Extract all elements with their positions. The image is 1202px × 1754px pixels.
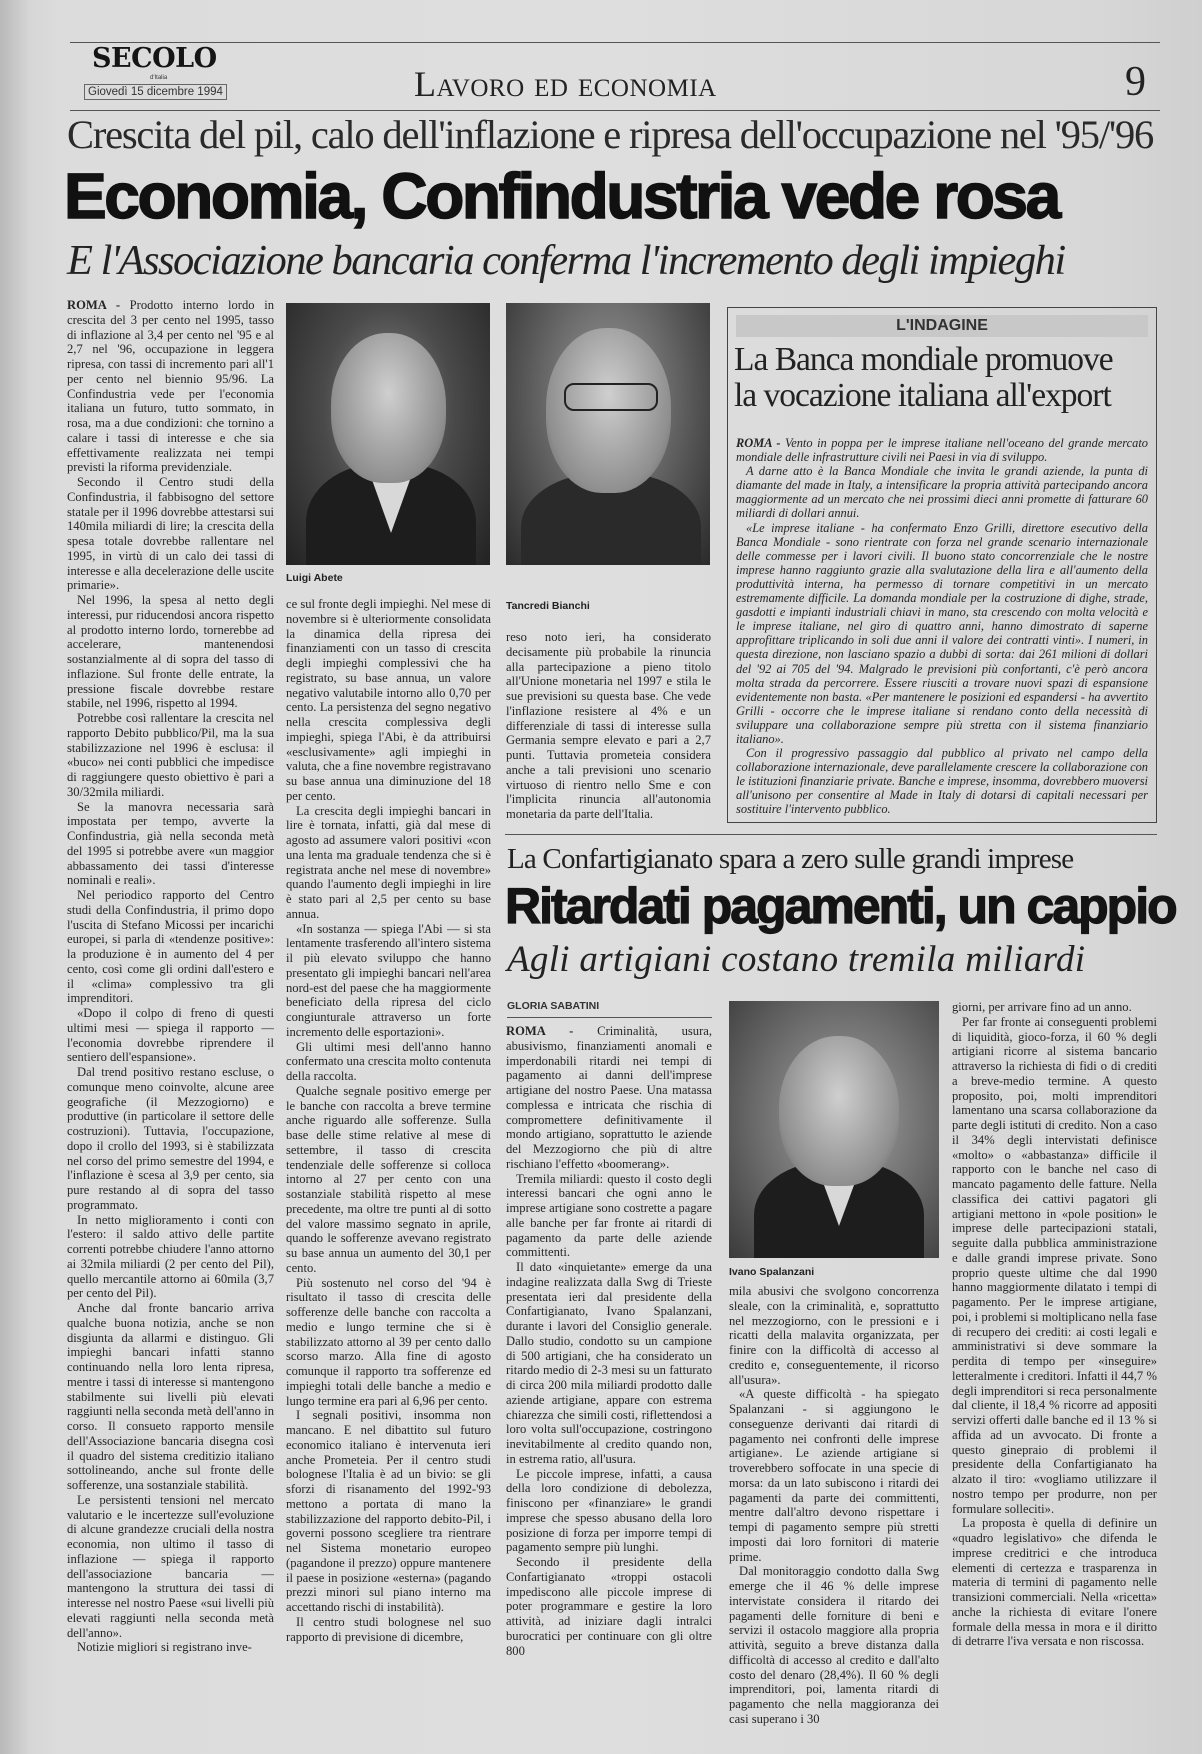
paragraph-text: mila abusivi che svolgono concorrenza sleale, con la criminalità, e, soprattutto nel mezzogiorno, con le pressioni e i ricatti della malavita organizzata, per finire con la difficoltà di accesso al credito e, conseguentemente, il ricorso all'usura». [729,1284,939,1387]
dateline: ROMA - [506,1024,598,1038]
photo-tancredi-bianchi [506,303,710,565]
photo-luigi-abete [286,303,490,565]
main-article-column-3 [506,630,711,820]
second-kicker: La Confartigianato spara a zero sulle grandi imprese [507,843,1074,875]
paragraph-text: Qualche segnale positivo emerge per le banche con raccolta a breve termine anche riguardo alle sofferenze. Sulla base delle stime relative al mese di settembre, il tasso di crescita tendenziale delle sofferenze si colloca intorno al 27 per cento con una sostanziale stabilità rispetto al mese precedente, ma oltre tre punti al di sotto del valore massimo segnato in aprile, quando le sofferenze avevano registrato su base annua un aumento del 30,1 per cento. [286,1083,491,1275]
article-paragraph [67,593,274,711]
article-paragraph [506,630,711,820]
sidebar-title [734,342,1152,414]
paragraph-text: giorni, per arrivare fino ad un anno. [952,1000,1132,1014]
article-paragraph [67,800,274,889]
paragraph-text: Il dato «inquietante» emerge da una indagine realizzata dalla Swg di Trieste presentata ieri dal presidente della Confartigianato, Ivano Spalanzani, durante i lavori del Consiglio generale. Dallo studio, condotto su un campione di 500 artigiani, che ha considerato un ritardo medio di 2-3 mesi su un fatturato di circa 200 mila miliardi prodotto dalle aziende artigiane, appare con estrema chiarezza che simili costi, riflettendosi a loro volta sull'occupazione, costringono inevitabilmente al credito quando non, in estrema ratio, all'usura. [506,1260,712,1466]
article-paragraph [67,888,274,1006]
paragraph-text: Vento in poppa per le imprese italiane nell'oceano del grande mercato mondiale delle infrastrutture civili nei Paesi in via di sviluppo. [736,436,1148,465]
article-paragraph [67,298,274,475]
article-paragraph [736,521,1148,747]
second-headline: Ritardati pagamenti, un cappio [505,878,1176,934]
article-paragraph [506,1467,712,1556]
article-paragraph [286,1615,491,1645]
section-title: Lavoro ed economia [414,64,717,104]
article-paragraph [286,1408,491,1615]
sidebar-box-lindagine [727,307,1157,823]
page-number: 9 [1125,59,1146,105]
paragraph-text: Con il progressivo passaggio dal pubblico al privato nel campo della collaborazione internazionale, deve parallelamente crescere la collaborazione con le istituzioni finanziarie private. Banche e imprese, insomma, dovrebbero muoversi all'unisono per consentire al Made in Italy di dotarsi di capitali necessari per sostituire l'intervento pubblico. [736,746,1148,816]
article-paragraph [506,1555,712,1658]
article-paragraph [286,922,491,1040]
article-paragraph [736,464,1148,520]
newspaper-logo: SECOLO [92,43,217,74]
paragraph-text: A darne atto è la Banca Mondiale che invita le grandi aziende, la punta di diamante del made in Italy, a intensificare la propria attività partecipando ancora maggiormente ad un mercato che nei prossimi dieci anni promette di fatturare 60 miliardi di dollari annui. [736,464,1148,521]
paragraph-text: Le persistenti tensioni nel mercato valutario e le incertezze sull'evoluzione di alcune grandezze cruciali della nostra economia, non ultimo il tasso di inflazione — spiega il rapporto dell'associazione bancaria — mantengono la struttura dei tassi di interesse nel nostro Paese «sui livelli più elevati raggiunti nella seconda metà dell'anno». [67,1492,274,1640]
article-paragraph [67,1493,274,1641]
article-paragraph [729,1284,939,1387]
article-paragraph [67,1006,274,1065]
paragraph-text: «A queste difficoltà - ha spiegato Spalanzani - si aggiungono le conseguenze derivanti dai ritardi di pagamento nei confronti delle imprese artigiane». Le aziende artigiane si troverebbero soffocate in una specie di morsa: da un lato subiscono i ritardi dei pagamenti da parte dei committenti, mentre dall'altro devono rispettare i tempi di pagamento sempre più stretti imposti dai loro fornitori di materie prime. [729,1387,939,1564]
main-article-column-1 [67,298,274,1726]
photo-caption: Tancredi Bianchi [506,600,590,612]
article-paragraph [286,597,491,804]
article-paragraph [506,1172,712,1261]
paragraph-text: La crescita degli impieghi bancari in lire è tornata, infatti, già dal mese di agosto ad assumere valori positivi «con una lenta ma graduale tendenza che si è registrata anche nel mese di novembre» quando l'aumento degli impieghi in lire è stato pari al 2,5 per cento su base annua. [286,803,491,921]
second-article-column-1 [506,1024,712,1726]
top-rule [70,42,1160,43]
sidebar-tag: L'INDAGINE [736,315,1148,337]
masthead-rule [70,110,1160,111]
article-paragraph [729,1387,939,1564]
article-paragraph [67,711,274,800]
paragraph-text: «Dopo il colpo di freno di questi ultimi mesi — spiega il rapporto — l'economia dovrebbe riprendere il sentiero dell'espansione». [67,1006,274,1065]
article-paragraph [952,1000,1157,1015]
dateline: ROMA - [67,298,130,312]
main-headline: Economia, Confindustria vede rosa [64,160,1059,232]
paragraph-text: «Le imprese italiane - ha confermato Enzo Grilli, direttore esecutivo della Banca Mondiale - sono rientrate con forza nel grande scenario internazionale delle commesse per i lavori civili. Il buono stato concorrenziale che le nostre imprese hanno raggiunto grazie alla svalutazione della lira e all'aumento della produttività interna, ha permesso di tornare competitivi in un mercato estremamente difficile. La domanda mondiale per la costruzione di dighe, strade, gasdotti e impianti industriali chiavi in mano, sta crescendo con molta velocità e le imprese italiane, nel giro di quattro anni, hanno dimostrato di saperne approfittare triplicando in soli due anni il valore dei contratti vinti». I numeri, in questa direzione, non lasciano spazio a dubbi di sorta: dai 261 milioni di dollari del '92 ai 705 del '94. Malgrado le previsioni più confortanti, c'è però ancora molta strada da percorrere. Essere riusciti a trovare nuovi spazi di espansione evidentemente non basta. «Per mantenere le posizioni ed espandersi - ha avvertito Grilli - occorre che le imprese italiane si rendano conto della necessità di sviluppare una collaborazione sempre più stretta con il sistema finanziario italiano». [736,520,1148,746]
paragraph-text: ce sul fronte degli impieghi. Nel mese di novembre si è ulteriormente consolidata la dinamica della ripresa dei finanziamenti con un tasso di crescita degli impieghi complessivi che ha registrato, su base annua, un valore negativo valutabile intorno allo 0,70 per cento. La persistenza del segno negativo nella crescita complessiva degli impieghi, spiega l'Abi, è da attribuirsi «esclusivamente» agli impieghi in valuta, che a fine novembre registravano su base annua una diminuzione del 18 per cento. [286,597,491,803]
article-paragraph [952,1516,1157,1649]
photo-caption: Ivano Spalanzani [729,1266,815,1278]
article-paragraph [67,1301,274,1493]
issue-date: Giovedì 15 dicembre 1994 [84,84,227,100]
article-paragraph [506,1260,712,1467]
byline: GLORIA SABATINI [507,1000,712,1018]
paragraph-text: In netto miglioramento i conti con l'estero: il saldo attivo delle partite correnti potrebbe chiudere l'anno attorno ai 32mila miliardi (2 per cento del Pil), quello mercantile attorno ai 60mila (3,7 per cento del Pil). [67,1212,274,1301]
paragraph-text: Prodotto interno lordo in crescita del 3 per cento nel 1995, tasso di inflazione al 3,4 per cento nel '95 e al 2,7 nel '96, occupazione in leggera ripresa, con tassi di incremento pari all'1 per cento nel biennio 95/96. La Confindustria vede per l'economia italiana un futuro, tutto sommato, in rosa, ma a due condizioni: che tornino a calare i tassi di interesse e che sia effettivamente realizzata nei tempi previsti la riforma previdenziale. [67,298,274,475]
paragraph-text: Se la manovra necessaria sarà impostata per tempo, avverte la Confindustria, già nella seconda metà del 1995 si potrebbe avere «un maggior abbassamento dei tassi d'interesse nominali e reali». [67,799,274,888]
paragraph-text: Dal trend positivo restano escluse, o comunque meno coinvolte, alcune aree geografiche (il Mezzogiorno) e produttive (in particolare il settore delle costruzioni). Tuttavia, l'occupazione, dopo il crollo del 1993, si è stabilizzata nel corso del primo semestre del 1994, e l'inflazione è scesa al 3,9 per cento, sia pure restando al di sopra del tasso programmato. [67,1065,274,1212]
main-article-column-2 [286,597,491,1726]
article-paragraph [736,436,1148,464]
dateline: ROMA - [736,436,786,450]
paragraph-text: reso noto ieri, ha considerato decisamente più probabile la rinuncia alla partecipazione a pieno titolo all'Unione monetaria nel 1997 e stila le sue previsioni su questa base. Che vede l'inflazione resistere al 4% e un differenziale di tassi di interesse sulla Germania sempre elevato e pari a 2,7 punti. Tuttavia prometeia considera anche a tali previsioni uno scenario virtuoso di rientro nello Sme e con l'implicita rinuncia all'autonomia monetaria da parte dell'Italia. [506,630,711,820]
paragraph-text: I segnali positivi, insomma non mancano. E nel dibattito sul futuro economico italiano è intervenuta ieri anche Prometeia. Per il centro studi bolognese l'Italia è ad un bivio: se gli sforzi di risanamento del 1992-'93 mettono a portata di mano la stabilizzazione del rapporto debito-Pil, i governi possono scegliere tra rientrare nel Sistema monetario europeo (pagandone il prezzo) oppure mantenere il paese in posizione «esterna» (pagando prezzi minori sul piano interno ma accettando rischi di instabilità). [286,1408,491,1614]
paragraph-text: Notizie migliori si registrano inve- [77,1640,252,1655]
paragraph-text: Più sostenuto nel corso del '94 è risultato il tasso di crescita delle sofferenze delle banche con raccolta a medio e lungo termine che si è stabilizzato attorno al 39 per cento dallo scorso marzo. Alla fine di agosto comunque il rapporto tra sofferenze ed impieghi totali delle banche a medio e lungo termine era pari al 6,96 per cento. [286,1275,491,1408]
article-paragraph [67,1065,274,1213]
article-paragraph [286,1040,491,1084]
paragraph-text: Nel 1996, la spesa al netto degli interessi, pur riducendosi ancora rispetto al prodotto interno lordo, tornerebbe ad accelerare, mantenendosi sostanzialmente al di sopra del tasso di inflazione. Sul fronte delle entrate, la pressione fiscale dovrebbe restare stabile, nel 1996, rispetto al 1994. [67,593,274,711]
newspaper-logo-subtitle: d'Italia [150,75,168,81]
main-subhead: E l'Associazione bancaria conferma l'incremento degli impieghi [67,237,1065,284]
second-subhead: Agli artigiani costano tremila miliardi [507,939,1086,980]
main-kicker: Crescita del pil, calo dell'inflazione e ripresa dell'occupazione nel '95/'96 [67,112,1154,157]
paragraph-text: Potrebbe così rallentare la crescita nel rapporto Debito pubblico/Pil, ma la sua stabilizzazione nel 1996 è esclusa: il «buco» nei conti pubblici che impedisce di raggiungere questo obiettivo è pari a 30/32mila miliardi. [67,711,274,799]
paragraph-text: «In sostanza — spiega l'Abi — si sta lentamente trasferendo all'intero sistema il più elevato sviluppo che hanno presentato gli impieghi bancari nell'area nord-est del paese che ha maggiormente beneficiato della ripresa del ciclo congiunturale attraverso un forte incremento delle esportazioni». [286,921,491,1039]
sidebar-body [736,436,1148,816]
sidebar-title-line-2: la vocazione italiana all'export [734,377,1111,414]
paragraph-text: Gli ultimi mesi dell'anno hanno confermato una crescita molto contenuta della raccolta. [286,1039,491,1083]
article-paragraph [286,1276,491,1409]
second-article-column-2 [729,1284,939,1726]
paragraph-text: Per far fronte ai conseguenti problemi di liquidità, gioco-forza, il 60 % degli artigiani ricorre al sistema bancario attraverso la richiesta di fidi o di crediti a breve-medio termine. A questo proposito, poi, molti imprenditori lamentano una scarsa collaborazione da parte degli istituti di credito. Non a caso il 34% degli intervistati definisce «molto» o «abbastanza» difficile il rapporto con le banche nel caso di mancato pagamento delle fatture. Nella classifica dei cattivi pagatori gli artigiani mettono in «pole position» le imprese delle partecipazioni statali, seguite dalla pubblica amministrazione e dalle grandi imprese private. Sono proprio queste ultime che dal 1990 hanno maggiormente dilatato i tempi di pagamento. Per le imprese artigiane, poi, i problemi si moltiplicano nella fase di recupero dei crediti: ai costi legali e amministrativi si deve sommare la perdita di tempo per «inseguire» letteralmente i creditori. Infatti il 44,7 % degli imprenditori si reca personalmente dal cliente, il 18,4 % ricorre ad appositi servizi offerti dalle banche ed il 13 % si affida ad un avvocato. Di fronte a questo ginepraio di problemi il presidente della Confartigianato ha alzato il tiro: «vogliamo utilizzare il nostro tempo per produrre, non per formulare solleciti». [952,1014,1157,1516]
photo-ivano-spalanzani [729,1001,939,1258]
section-divider [505,834,1157,835]
photo-caption: Luigi Abete [286,572,343,584]
paragraph-text: Il centro studi bolognese nel suo rapporto di previsione di dicembre, [286,1614,491,1644]
article-paragraph [952,1015,1157,1517]
second-article-column-3 [952,1000,1157,1726]
paragraph-text: Le piccole imprese, infatti, a causa della loro condizione di debolezza, finiscono per «finanziare» le grandi imprese che spesso abusano della loro posizione di forza per imporre tempi di pagamento sempre più lunghi. [506,1466,712,1555]
paragraph-text: Secondo il Centro studi della Confindustria, il fabbisogno del settore statale per il 1996 dovrebbe attestarsi sui 140mila miliardi di lire; la crescita della spesa totale dovrebbe rallentare nel 1995, in virtù di un calo dei tassi di interesse e alla decelerazione delle uscite primarie». [67,475,274,593]
article-paragraph [729,1564,939,1726]
paragraph-text: Tremila miliardi: questo il costo degli interessi bancari che ogni anno le imprese artigiane sono costrette a pagare alle banche per far fronte ai ritardi di pagamento da parte delle aziende committenti. [506,1171,712,1260]
paragraph-text: Dal monitoraggio condotto dalla Swg emerge che il 46 % delle imprese intervistate considera il ritardo dei pagamenti delle forniture di beni e servizi il ostacolo maggiore alla propria attività, seguito a breve distanza dalla difficoltà di accesso al credito e dall'alto costo del denaro (28,4%). Il 60 % degli imprenditori, poi, lamenta ritardi di pagamento che nella maggioranza dei casi superano i 30 [729,1564,939,1726]
article-paragraph [67,1213,274,1302]
paragraph-text: Criminalità, usura, abusivismo, finanziamenti anomali e imperdonabili ritardi nei tempi di pagamento ai danni dell'imprese artigiane del nostro Paese. Una matassa complessa e intricata che rischia di compromettere definitivamente il mondo artigiano, soprattutto le aziende del Mezzogiorno che più di altre rischiano l'effetto «boomerang». [506,1024,712,1171]
paragraph-text: Anche dal fronte bancario arriva qualche buona notizia, anche se non disgiunta da allarmi e distinguo. Gli impieghi bancari infatti stanno continuando nella loro lenta ripresa, mentre i tassi di interesse si mantengono stabilmente sui livelli più elevati raggiunti nella seconda metà dell'anno in corso. Il consueto rapporto mensile dell'Associazione bancaria disegna così il quadro del sistema creditizio italiano sottolineando, anche sul fronte delle sofferenze, una sostanziale stabilità. [67,1301,274,1492]
paragraph-text: Nel periodico rapporto del Centro studi della Confindustria, il primo dopo l'uscita di Stefano Micossi per incarichi europei, si parla di «tendenze positive»: la produzione è in aumento del 4 per cento, così come gli ordini dall'estero e il «clima» complessivo tra gli imprenditori. [67,888,274,1006]
glasses-detail [564,383,658,411]
article-paragraph [736,746,1148,816]
article-paragraph [67,475,274,593]
article-paragraph [506,1024,712,1172]
article-paragraph [67,1640,274,1655]
sidebar-title-line-1: La Banca mondiale promuove [734,341,1113,378]
paragraph-text: La proposta è quella di definire un «quadro legislativo» che difenda le imprese creditrici e che introduca elementi di certezza e trasparenza in materia di termini di pagamento nelle transizioni commerciali. Nella «ricetta» anche la richiesta di evitare l'onere formale della messa in mora e il diritto di detrarre l'iva versata e non riscossa. [952,1516,1157,1649]
article-paragraph [286,1084,491,1276]
paragraph-text: Secondo il presidente della Confartigianato «troppi ostacoli impediscono alle piccole imprese di poter programmare e gestire la loro attività, ad iniziare dagli intralci burocratici per continuare con gli oltre 800 [506,1555,712,1658]
article-paragraph [286,804,491,922]
